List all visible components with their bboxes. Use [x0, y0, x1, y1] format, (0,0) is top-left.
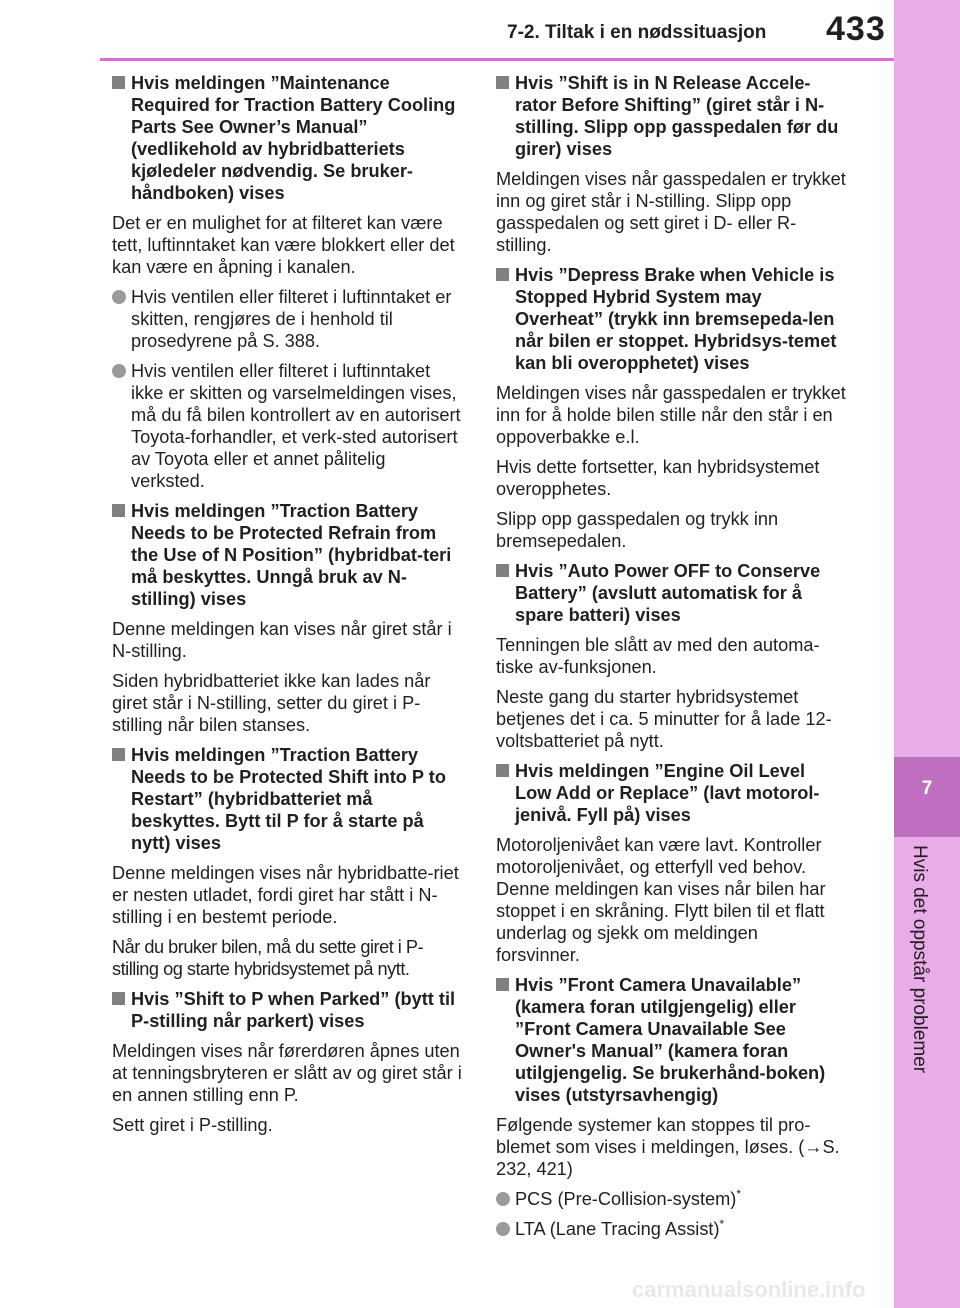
circle-bullet-icon: [496, 1222, 510, 1236]
section-heading: [112, 500, 462, 610]
paragraph: Slipp opp gasspedalen og trykk inn bremsepedalen.: [496, 509, 779, 551]
section-title: 7-2. Tiltak i en nødssituasjon: [507, 22, 767, 43]
section-heading: [496, 760, 846, 826]
bullet-item: [112, 360, 462, 492]
paragraph: Denne meldingen kan vises når giret står i N-stilling.: [112, 619, 452, 661]
section-heading: [112, 744, 462, 854]
section-heading: [496, 72, 846, 160]
left-column: [112, 72, 462, 1144]
heading-text: Hvis ”Shift is in N Release Accele-rator Before Shifting” (giret står i N-stilling. Slipp opp gasspedalen før du girer) vises: [515, 73, 839, 159]
paragraph: Siden hybridbatteriet ikke kan lades når giret står i N-stilling, setter du giret i P-stilling når bilen stanses.: [112, 671, 431, 735]
paragraph: Denne meldingen vises når hybridbatte-riet er nesten utladet, fordi giret har stått i N-stilling i en bestemt periode.: [112, 863, 459, 927]
square-bullet-icon: [112, 504, 125, 517]
chapter-title: Hvis det oppstår problemer: [909, 845, 930, 1074]
section-heading: [496, 560, 846, 626]
paragraph: Meldingen vises når gasspedalen er trykket inn og giret står i N-stilling. Slipp opp gasspedalen og sett giret i D- eller R-stilling.: [496, 169, 846, 255]
bullet-text: Hvis ventilen eller filteret i luftinntaket er skitten, rengjøres de i henhold til prosedyrene på S. 388.: [131, 287, 452, 351]
heading-text: Hvis ”Shift to P when Parked” (bytt til P-stilling når parkert) vises: [131, 989, 456, 1031]
heading-text: Hvis meldingen ”Traction Battery Needs to be Protected Shift into P to Restart” (hybridbatteriet må beskyttes. Bytt til P for å starte på nytt) vises: [131, 745, 446, 853]
section-heading: [496, 974, 846, 1106]
bullet-text: Hvis ventilen eller filteret i luftinntaket ikke er skitten og varselmeldingen vises, må du få bilen kontrollert av en autorisert Toyota-forhandler, et verk-sted autorisert av Toyota eller et annet pålitelig verksted.: [131, 361, 461, 491]
paragraph: Tenningen ble slått av med den automa-tiske av-funksjonen.: [496, 635, 820, 677]
bullet-item: [496, 1218, 846, 1240]
square-bullet-icon: [496, 978, 509, 991]
page-number: 433: [826, 10, 886, 48]
paragraph: Sett giret i P-stilling.: [112, 1115, 273, 1135]
bullet-text: LTA (Lane Tracing Assist): [515, 1219, 720, 1239]
heading-text: Hvis meldingen ”Traction Battery Needs to be Protected Refrain from the Use of N Position” (hybridbat-teri må beskyttes. Unngå bruk av N-stilling) vises: [131, 501, 452, 609]
square-bullet-icon: [496, 76, 509, 89]
header-rule: [100, 58, 894, 61]
heading-text: Hvis ”Front Camera Unavailable” (kamera foran utilgjengelig) eller ”Front Camera Unavailable See Owner's Manual” (kamera foran utilgjengelig. Se brukerhånd-boken) vises (utstyrsavhengig): [515, 975, 826, 1105]
section-heading: [496, 264, 846, 374]
paragraph: Når du bruker bilen, må du sette giret i P-stilling og starte hybridsystemet på nytt.: [112, 937, 424, 979]
right-column: [496, 72, 846, 1248]
footnote-marker: *: [736, 1186, 741, 1201]
watermark: carmanualsonline.info: [632, 1277, 866, 1302]
paragraph: Det er en mulighet for at filteret kan være tett, luftinntaket kan være blokkert eller det kan være en åpning i kanalen.: [112, 213, 455, 277]
paragraph: Følgende systemer kan stoppes til pro-blemet som vises i meldingen, løses. (→S. 232, 421): [496, 1115, 840, 1179]
bullet-text: PCS (Pre-Collision-system): [515, 1189, 737, 1209]
square-bullet-icon: [112, 76, 125, 89]
square-bullet-icon: [496, 764, 509, 777]
heading-text: Hvis meldingen ”Engine Oil Level Low Add or Replace” (lavt motorol-jenivå. Fyll på) vises: [515, 761, 820, 825]
section-heading: [112, 72, 462, 204]
paragraph: Meldingen vises når førerdøren åpnes uten at tenningsbryteren er slått av og giret står i en annen stilling enn P.: [112, 1041, 462, 1105]
square-bullet-icon: [112, 992, 125, 1005]
paragraph: Meldingen vises når gasspedalen er trykket inn for å holde bilen stille når den står i en oppoverbakke e.l.: [496, 383, 846, 447]
chapter-number: 7: [921, 778, 933, 799]
paragraph: Hvis dette fortsetter, kan hybridsystemet overopphetes.: [496, 457, 820, 499]
heading-text: Hvis ”Depress Brake when Vehicle is Stopped Hybrid System may Overheat” (trykk inn bremsepeda-len når bilen er stoppet. Hybridsys-temet kan bli overopphetet) vises: [515, 265, 837, 373]
circle-bullet-icon: [112, 290, 126, 304]
paragraph: Motoroljenivået kan være lavt. Kontroller motoroljenivået, og etterfyll ved behov. Denne meldingen kan vises når bilen har stoppet i en skråning. Flytt bilen til et flatt underlag og sjekk om meldingen forsvinner.: [496, 835, 826, 965]
circle-bullet-icon: [496, 1192, 510, 1206]
footnote-marker: *: [719, 1216, 725, 1231]
bullet-item: [496, 1188, 846, 1210]
square-bullet-icon: [496, 268, 509, 281]
paragraph: Neste gang du starter hybridsystemet betjenes det i ca. 5 minutter for å lade 12-voltsbatteriet på nytt.: [496, 687, 832, 751]
square-bullet-icon: [496, 564, 509, 577]
square-bullet-icon: [112, 748, 125, 761]
bullet-item: [112, 286, 462, 352]
circle-bullet-icon: [112, 364, 126, 378]
section-heading: [112, 988, 462, 1032]
heading-text: Hvis ”Auto Power OFF to Conserve Battery” (avslutt automatisk for å spare batteri) vises: [515, 561, 821, 625]
heading-text: Hvis meldingen ”Maintenance Required for Traction Battery Cooling Parts See Owner’s Manual” (vedlikehold av hybridbatteriets kjøledeler nødvendig. Se bruker-håndboken) vises: [131, 73, 456, 203]
